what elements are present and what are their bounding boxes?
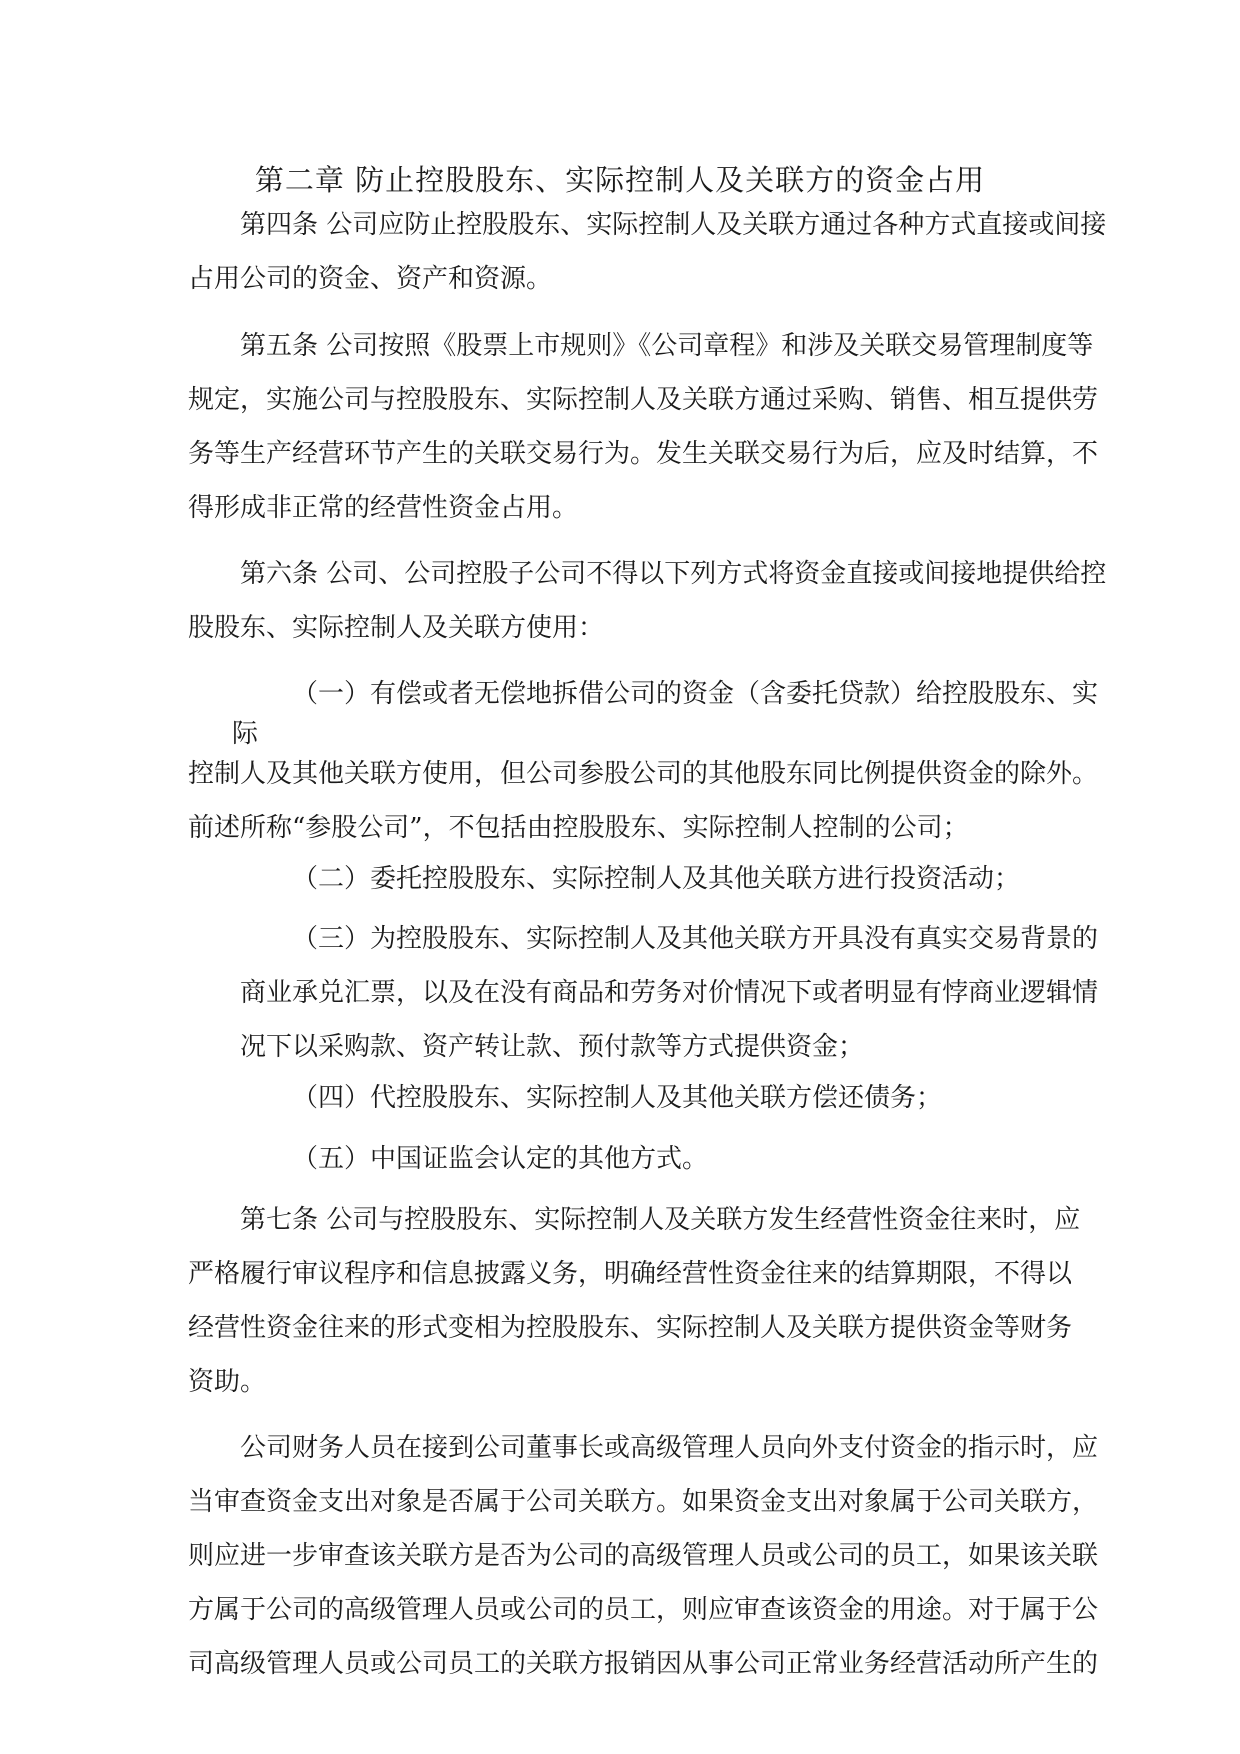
article-7-line-1: 第七条 公司与控股股东、实际控制人及关联方发生经营性资金往来时，应 bbox=[240, 1205, 1081, 1235]
item-1-line-2: 际 bbox=[232, 719, 259, 749]
item-3-line-3: 况下以采购款、资产转让款、预付款等方式提供资金； bbox=[240, 1032, 865, 1062]
article-6 bbox=[188, 547, 1107, 655]
item-1 bbox=[188, 667, 1099, 855]
finance-line-4: 方属于公司的高级管理人员或公司的员工，则应审查该资金的用途。对于属于公 bbox=[188, 1595, 1099, 1625]
article-7-line-4: 资助。 bbox=[188, 1367, 267, 1397]
article-5-line-3: 务等生产经营环节产生的关联交易行为。发生关联交易行为后，应及时结算，不 bbox=[188, 439, 1099, 469]
item-3-line-1: （三）为控股股东、实际控制人及其他关联方开具没有真实交易背景的 bbox=[292, 924, 1099, 954]
article-4 bbox=[188, 198, 1107, 306]
item-5-line-1: （五）中国证监会认定的其他方式。 bbox=[292, 1144, 709, 1174]
article-7-line-2: 严格履行审议程序和信息披露义务，明确经营性资金往来的结算期限，不得以 bbox=[188, 1259, 1073, 1289]
article-4-line-1: 第四条 公司应防止控股股东、实际控制人及关联方通过各种方式直接或间接 bbox=[240, 210, 1107, 240]
item-1-line-3: 控制人及其他关联方使用，但公司参股公司的其他股东同比例提供资金的除外。 bbox=[188, 759, 1099, 789]
item-3-line-2: 商业承兑汇票，以及在没有商品和劳务对价情况下或者明显有悖商业逻辑情 bbox=[240, 978, 1099, 1008]
item-5 bbox=[188, 1132, 1068, 1186]
finance-line-3: 则应进一步审查该关联方是否为公司的高级管理人员或公司的员工，如果该关联 bbox=[188, 1541, 1099, 1571]
finance-line-2: 当审查资金支出对象是否属于公司关联方。如果资金支出对象属于公司关联方， bbox=[188, 1487, 1099, 1517]
finance-staff-paragraph bbox=[188, 1421, 1099, 1691]
item-4 bbox=[188, 1071, 1068, 1125]
finance-line-1: 公司财务人员在接到公司董事长或高级管理人员向外支付资金的指示时，应 bbox=[240, 1433, 1099, 1463]
article-7-line-3: 经营性资金往来的形式变相为控股股东、实际控制人及关联方提供资金等财务 bbox=[188, 1313, 1073, 1343]
item-2 bbox=[188, 852, 1068, 906]
chapter-title: 第二章 防止控股股东、实际控制人及关联方的资金占用 bbox=[254, 163, 986, 197]
article-6-line-2: 股股东、实际控制人及关联方使用： bbox=[188, 613, 605, 643]
article-4-line-2: 占用公司的资金、资产和资源。 bbox=[188, 264, 553, 294]
item-1-line-4: 前述所称“参股公司”，不包括由控股股东、实际控制人控制的公司； bbox=[188, 813, 969, 843]
finance-line-5: 司高级管理人员或公司员工的关联方报销因从事公司正常业务经营活动所产生的 bbox=[188, 1649, 1099, 1679]
item-2-line-1: （二）委托控股股东、实际控制人及其他关联方进行投资活动； bbox=[292, 864, 1021, 894]
item-4-line-1: （四）代控股股东、实际控制人及其他关联方偿还债务； bbox=[292, 1083, 943, 1113]
article-7 bbox=[188, 1193, 1081, 1409]
article-5 bbox=[188, 319, 1099, 535]
article-6-line-1: 第六条 公司、公司控股子公司不得以下列方式将资金直接或间接地提供给控 bbox=[240, 559, 1107, 589]
article-5-line-2: 规定，实施公司与控股股东、实际控制人及关联方通过采购、销售、相互提供劳 bbox=[188, 385, 1099, 415]
item-3 bbox=[188, 912, 1099, 1074]
article-5-line-1: 第五条 公司按照《股票上市规则》《公司章程》和涉及关联交易管理制度等 bbox=[240, 331, 1094, 361]
article-5-line-4: 得形成非正常的经营性资金占用。 bbox=[188, 493, 579, 523]
item-1-line-1: （一）有偿或者无偿地拆借公司的资金（含委托贷款）给控股股东、实 bbox=[292, 679, 1099, 709]
